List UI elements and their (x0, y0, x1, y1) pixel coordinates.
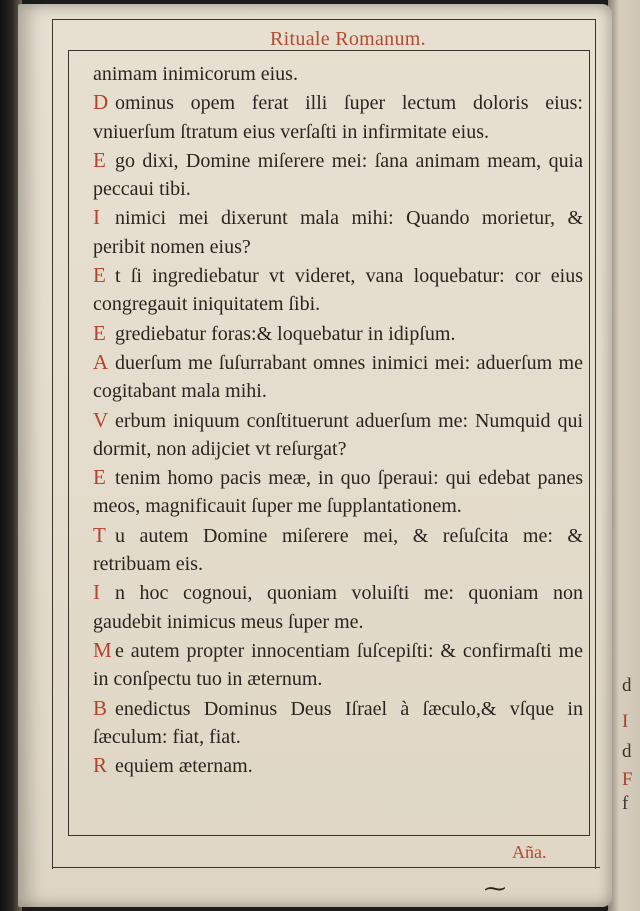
verse-text: t ſi ingrediebatur vt videret, vana loquebatur: cor eius congregauit iniquitatem ſibi. (93, 265, 583, 316)
rubric-initial: T (93, 522, 106, 547)
rubric-initial: A (93, 349, 109, 374)
facing-page-fragment-rubric: I (622, 711, 629, 732)
rubric-initial: R (93, 753, 108, 778)
psalm-text (93, 60, 583, 780)
facing-page-fragment: d (622, 741, 632, 762)
verse (93, 636, 583, 694)
rubric-initial: V (93, 407, 109, 432)
verse-text: tenim homo pacis meæ, in quo ſperaui: qui edebat panes meos, magnificauit ſuper me ſupplantationem. (93, 467, 583, 518)
verse-text: u autem Domine miſerere mei, & reſuſcita me: & retribuam eis. (93, 524, 583, 576)
verse (93, 261, 583, 319)
verse-text: n hoc cognoui, quoniam voluiſti me: quoniam non gaudebit inimicus meus ſuper me. (93, 582, 583, 633)
rubric-initial: M (93, 637, 112, 662)
verse-text: grediebatur foras:& loquebatur in idipſum. (115, 322, 456, 345)
facing-page-fragment: f (622, 793, 629, 814)
rubric-initial: B (93, 695, 108, 720)
catchword: Aña. (512, 842, 547, 862)
rubric-initial: D (93, 90, 109, 115)
verse-text: equiem æternam. (115, 755, 253, 778)
verse (93, 521, 583, 579)
verse (93, 751, 583, 780)
verse (93, 319, 583, 348)
verse (93, 694, 583, 752)
outer-frame-right-rule (595, 19, 596, 869)
verse-text: duerſum me ſuſurrabant omnes inimici mei: aduerſum me cogitabant mala mihi. (93, 351, 583, 403)
verse-text: ominus opem ferat illi ſuper lectum doloris eius: vniuerſum ſtratum eius verſaſti in infirmitate eius. (93, 92, 583, 143)
verse (93, 406, 583, 464)
rubric-initial: I (93, 580, 100, 605)
rubric-initial: E (93, 465, 106, 490)
rubric-initial: E (93, 147, 106, 172)
facing-page-fragment-rubric: F (622, 769, 633, 790)
verse-text: e autem propter innocentiam ſuſcepiſti: & confirmaſti me in conſpectu tuo in æternum. (93, 639, 583, 691)
verse-text: enedictus Dominus Deus Iſrael à ſæculo,& vſque in ſæculum: fiat, fiat. (93, 697, 583, 748)
facing-page-fragment: d (622, 675, 632, 696)
top-rule (52, 19, 596, 20)
continued-line: animam inimicorum eius. (93, 63, 298, 85)
verse (93, 146, 583, 204)
facing-page-edge (608, 0, 640, 911)
rubric-initial: E (93, 320, 106, 345)
verse-text: nimici mei dixerunt mala mihi: Quando morietur, & peribit nomen eius? (93, 207, 583, 258)
outer-frame-left-rule (52, 19, 53, 869)
verse (93, 578, 583, 636)
verse-list (93, 88, 583, 780)
verse (93, 203, 583, 261)
verse-text: erbum iniquum conſtituerunt aduerſum me: Numquid qui dormit, non adijciet vt reſurgat? (93, 409, 583, 460)
rubric-initial: E (93, 263, 106, 288)
ornament-flourish: ⁓ (484, 876, 506, 901)
verse (93, 463, 583, 521)
bottom-rule (52, 867, 600, 868)
running-head: Rituale Romanum. (270, 28, 426, 50)
verse-text: go dixi, Domine miſerere mei: ſana animam meam, quia peccaui tibi. (93, 149, 583, 201)
rubric-initial: I (93, 205, 100, 230)
verse (93, 348, 583, 406)
verse (93, 88, 583, 146)
